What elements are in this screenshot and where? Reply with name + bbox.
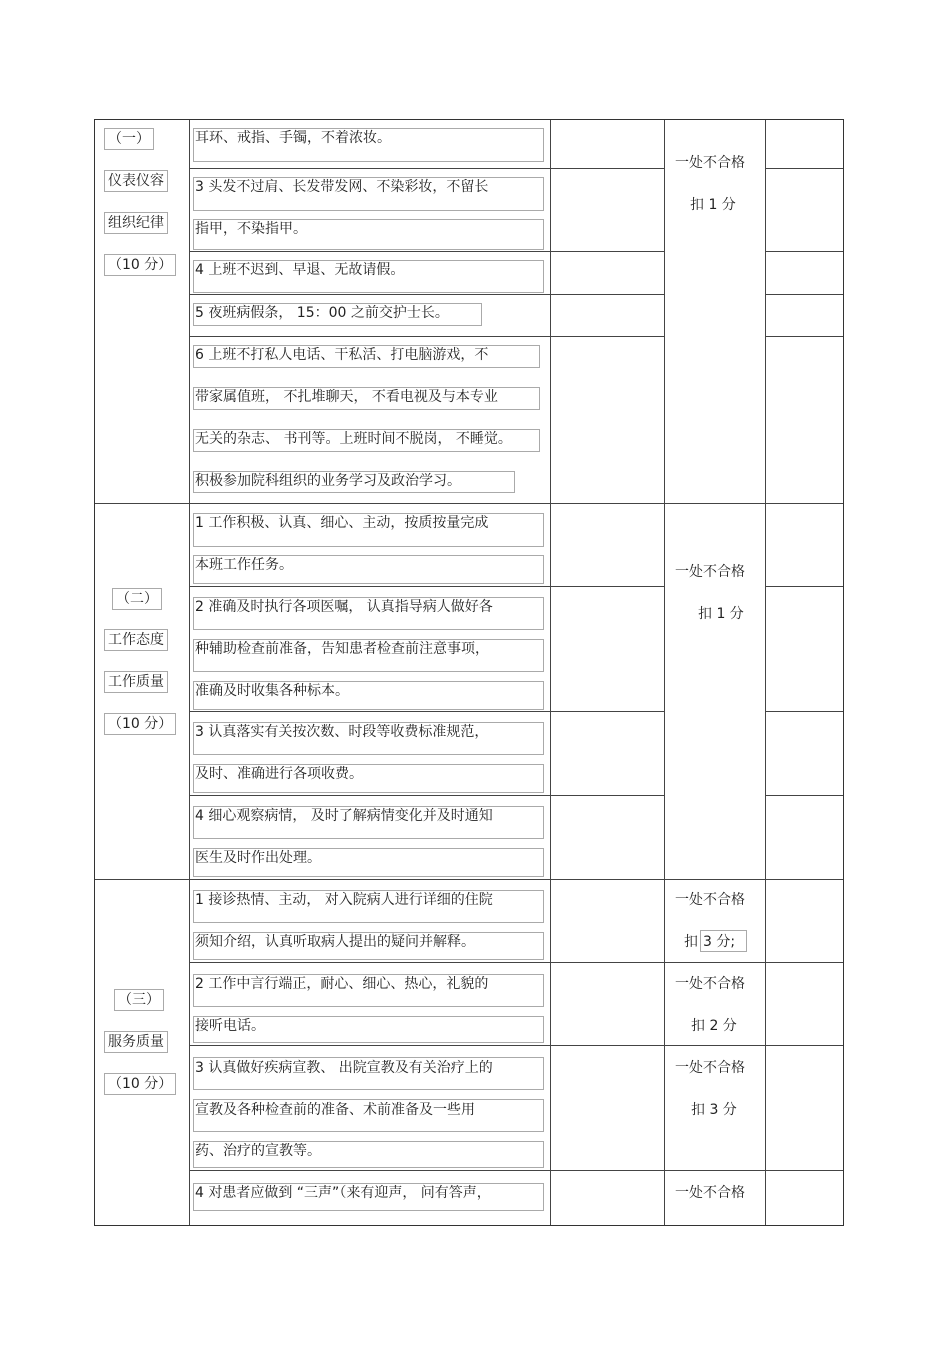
item-text: 1 工作积极、认真、细心、主动，按质按量完成 <box>195 515 489 531</box>
category-number: （一） <box>104 128 154 150</box>
item-text: 须知介绍，认真听取病人提出的疑问并解释。 <box>195 934 475 950</box>
column-divider <box>664 120 665 1225</box>
item-text: 2 准确及时执行各项医嘱， 认真指导病人做好各 <box>195 599 493 615</box>
item-text: 医生及时作出处理。 <box>195 850 321 866</box>
row-divider <box>189 962 843 963</box>
row-divider <box>765 711 843 712</box>
deduction-text: 一处不合格 <box>675 1060 745 1076</box>
item-text: 及时、准确进行各项收费。 <box>195 766 363 782</box>
row-divider <box>765 168 843 169</box>
category-title: 仪表仪容 <box>104 170 168 192</box>
item-text: 耳环、戒指、手镯，不着浓妆。 <box>195 130 391 146</box>
row-divider <box>189 1170 843 1171</box>
row-divider <box>189 294 664 295</box>
deduction-text: 扣 1 分 <box>690 197 736 213</box>
section-divider <box>95 503 843 504</box>
column-divider <box>189 120 190 1225</box>
row-divider <box>189 586 664 587</box>
category-number: （二） <box>112 588 162 610</box>
row-divider <box>189 336 664 337</box>
deduction-text: 扣 <box>684 934 698 950</box>
column-divider <box>550 120 551 1225</box>
deduction-text: 一处不合格 <box>675 976 745 992</box>
deduction-text: 扣 1 分 <box>698 606 744 622</box>
item-text: 5 夜班病假条， 15：00 之前交护士长。 <box>195 305 449 321</box>
item-text: 6 上班不打私人电话、干私活、打电脑游戏，不 <box>195 347 489 363</box>
category-points: （10 分） <box>104 713 176 735</box>
item-text: 种辅助检查前准备，告知患者检查前注意事项， <box>195 641 489 657</box>
deduction-text: 一处不合格 <box>675 892 745 908</box>
deduction-text: 一处不合格 <box>675 1185 745 1201</box>
item-text: 1 接诊热情、主动， 对入院病人进行详细的住院 <box>195 892 493 908</box>
item-text: 接听电话。 <box>195 1018 265 1034</box>
category-number: （三） <box>114 989 164 1011</box>
row-divider <box>765 795 843 796</box>
category-points: （10 分） <box>104 1073 176 1095</box>
column-divider <box>765 120 766 1225</box>
row-divider <box>765 251 843 252</box>
deduction-text: 一处不合格 <box>675 564 745 580</box>
row-divider <box>189 251 664 252</box>
category-title: 工作质量 <box>104 671 168 693</box>
deduction-text: 扣 2 分 <box>691 1018 737 1034</box>
item-text: 3 认真做好疾病宣教、 出院宣教及有关治疗上的 <box>195 1060 493 1076</box>
item-text: 积极参加院科组织的业务学习及政治学习。 <box>195 473 461 489</box>
row-divider <box>765 336 843 337</box>
item-text: 准确及时收集各种标本。 <box>195 683 349 699</box>
item-text: 指甲，不染指甲。 <box>195 221 307 237</box>
category-points: （10 分） <box>104 254 176 276</box>
row-divider <box>189 795 664 796</box>
item-text: 4 对患者应做到 “三声”（来有迎声， 问有答声， <box>195 1185 491 1201</box>
section-divider <box>95 879 843 880</box>
item-text: 本班工作任务。 <box>195 557 293 573</box>
deduction-text: 扣 3 分 <box>691 1102 737 1118</box>
category-title: 工作态度 <box>104 629 168 651</box>
item-text: 4 细心观察病情， 及时了解病情变化并及时通知 <box>195 808 493 824</box>
item-text: 带家属值班， 不扎堆聊天， 不看电视及与本专业 <box>195 389 498 405</box>
deduction-text: 3 分; <box>703 934 736 950</box>
item-text: 宣教及各种检查前的准备、术前准备及一些用 <box>195 1102 475 1118</box>
row-divider <box>189 1045 843 1046</box>
item-text: 无关的杂志、 书刊等。上班时间不脱岗， 不睡觉。 <box>195 431 512 447</box>
item-text: 2 工作中言行端正，耐心、细心、热心，礼貌的 <box>195 976 489 992</box>
row-divider <box>189 168 664 169</box>
row-divider <box>189 711 664 712</box>
category-title: 服务质量 <box>104 1031 168 1053</box>
row-divider <box>765 586 843 587</box>
deduction-text: 一处不合格 <box>675 155 745 171</box>
category-title: 组织纪律 <box>104 212 168 234</box>
item-text: 3 认真落实有关按次数、时段等收费标准规范， <box>195 724 489 740</box>
row-divider <box>765 294 843 295</box>
item-text: 4 上班不迟到、早退、无故请假。 <box>195 262 405 278</box>
item-text: 3 头发不过肩、长发带发网、不染彩妆，不留长 <box>195 179 489 195</box>
item-text: 药、治疗的宣教等。 <box>195 1143 321 1159</box>
